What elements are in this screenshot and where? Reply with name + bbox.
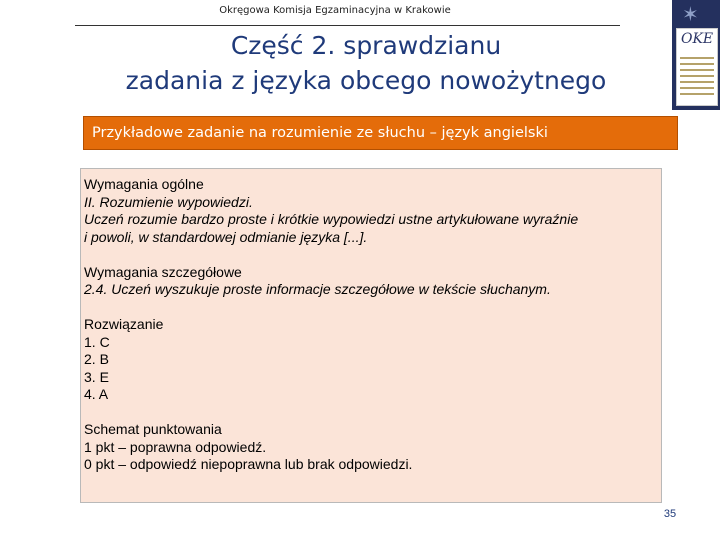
scoring-heading: Schemat punktowania bbox=[84, 421, 222, 437]
header-organization: Okręgowa Komisja Egzaminacyjna w Krakowie bbox=[219, 5, 451, 16]
solution bbox=[84, 316, 657, 404]
title-line-2: zadania z języka obcego nowożytnego bbox=[125, 66, 607, 95]
general-heading: Wymagania ogólne bbox=[84, 176, 204, 192]
logo-mark: OKE bbox=[681, 31, 714, 47]
detailed-heading: Wymagania szczegółowe bbox=[84, 263, 242, 280]
page-title bbox=[60, 28, 672, 98]
answer-item: 2. B bbox=[84, 351, 109, 367]
general-line-1: II. Rozumienie wypowiedzi. bbox=[84, 193, 253, 210]
page-number: 35 bbox=[663, 508, 677, 520]
header-divider bbox=[75, 25, 620, 26]
content-box bbox=[80, 168, 662, 503]
logo-text-lines bbox=[680, 57, 714, 99]
title-line-1: Część 2. sprawdzianu bbox=[230, 31, 502, 60]
star-icon: ✶ bbox=[682, 4, 699, 26]
general-requirements bbox=[84, 176, 657, 246]
detailed-line-1: 2.4. Uczeń wyszukuje proste informacje szczegółowe w tekście słuchanym. bbox=[84, 281, 551, 297]
solution-heading: Rozwiązanie bbox=[84, 316, 164, 332]
answer-item: 3. E bbox=[84, 368, 109, 385]
scoring-line-2: 0 pkt – odpowiedź niepoprawna lub brak odpowiedzi. bbox=[84, 456, 413, 472]
task-banner: Przykładowe zadanie na rozumienie ze słuchu – język angielski bbox=[83, 116, 678, 150]
general-line-3: i powoli, w standardowej odmianie języka [...]. bbox=[84, 228, 368, 245]
answer-item: 1. C bbox=[84, 333, 110, 350]
answer-item: 4. A bbox=[84, 386, 109, 402]
general-line-2: Uczeń rozumie bardzo proste i krótkie wypowiedzi ustne artykułowane wyraźnie bbox=[84, 211, 579, 227]
logo-emblem bbox=[676, 28, 718, 106]
detailed-requirements bbox=[84, 264, 657, 299]
scoring-scheme bbox=[84, 421, 657, 474]
oke-logo bbox=[672, 0, 720, 110]
scoring-line-1: 1 pkt – poprawna odpowiedź. bbox=[84, 438, 267, 455]
